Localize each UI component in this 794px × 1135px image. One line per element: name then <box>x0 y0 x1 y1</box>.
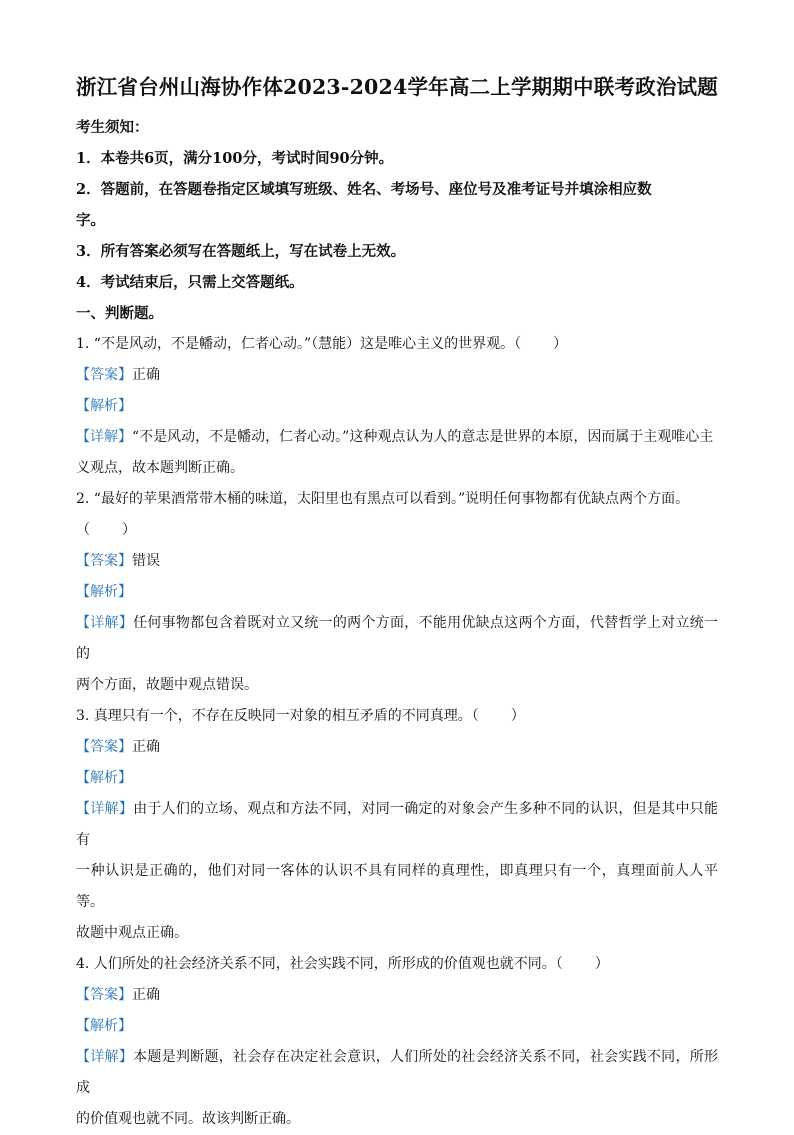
question-3-stem <box>76 701 718 732</box>
detail-label: 【详解】 <box>76 429 132 445</box>
question-3-detail-line-1 <box>76 794 718 856</box>
question-1-stem <box>76 329 718 360</box>
analysis-label: 【解析】 <box>76 770 132 786</box>
question-3-stem-text: 3. 真理只有一个，不存在反映同一对象的相互矛盾的不同真理。（ <box>76 708 479 724</box>
answer-label: 【答案】 <box>76 739 132 755</box>
question-4-stem-text: 4. 人们所处的社会经济关系不同，社会实践不同，所形成的价值观也就不同。（ <box>76 956 563 972</box>
notice-item-4: 4．考试结束后，只需上交答题纸。 <box>76 274 304 291</box>
question-1-stem-text: 1. “不是风动，不是幡动，仁者心动。”（慧能）这是唯心主义的世界观。（ <box>76 336 522 352</box>
detail-label: 【详解】 <box>76 801 134 817</box>
question-4-analysis <box>76 1011 718 1042</box>
notice-item-2: 2．答题前，在答题卷指定区域填写班级、姓名、考场号、座位号及准考证号并填涂相应数 <box>76 181 652 198</box>
analysis-label: 【解析】 <box>76 1018 132 1034</box>
answer-label: 【答案】 <box>76 987 132 1003</box>
question-2-analysis <box>76 577 718 608</box>
answer-label: 【答案】 <box>76 553 132 569</box>
question-4-detail-line-1 <box>76 1042 718 1104</box>
question-3-stem-end: ） <box>510 708 525 724</box>
notice-item-3: 3．所有答案必须写在答题纸上，写在试卷上无效。 <box>76 243 406 260</box>
question-3-answer <box>76 732 718 763</box>
question-3-analysis <box>76 763 718 794</box>
analysis-label: 【解析】 <box>76 584 132 600</box>
question-1-answer <box>76 360 718 391</box>
answer-label: 【答案】 <box>76 367 132 383</box>
question-1-analysis <box>76 391 718 422</box>
question-4-detail-text-1: 本题是判断题，社会存在决定社会意识，人们所处的社会经济关系不同，社会实践不同，所形成 <box>76 1049 719 1096</box>
question-1-detail-line-1 <box>76 422 718 453</box>
question-4-answer <box>76 980 718 1011</box>
question-2-stem-open: （ <box>76 522 90 538</box>
question-4-detail-line-2: 的价值观也就不同。故该判断正确。 <box>76 1111 300 1127</box>
question-1-detail-text-1: “不是风动，不是幡动，仁者心动。”这种观点认为人的意志是世界的本原，因而属于主观唯心主 <box>132 429 714 445</box>
question-4-answer-value: 正确 <box>132 987 160 1003</box>
page-title: 浙江省台州山海协作体2023-2024学年高二上学期期中联考政治试题 <box>76 75 718 99</box>
notice-heading: 考生须知： <box>76 119 149 136</box>
question-2-detail-line-2: 两个方面，故题中观点错误。 <box>76 677 258 693</box>
notice-item-2-cont: 字。 <box>76 212 105 229</box>
question-1-detail-line-2: 义观点，故本题判断正确。 <box>76 460 244 476</box>
question-2-stem-end: ） <box>122 522 136 538</box>
question-3-detail-text-1: 由于人们的立场、观点和方法不同，对同一确定的对象会产生多种不同的认识，但是其中只能有 <box>76 801 719 848</box>
question-1-answer-value: 正确 <box>132 367 160 383</box>
question-2-stem-line-2 <box>76 515 718 546</box>
question-2-stem: 2. “最好的苹果酒常带木桶的味道，太阳里也有黑点可以看到。”说明任何事物都有优缺点两个方面。 <box>76 491 690 507</box>
question-4-stem-end: ） <box>594 956 609 972</box>
notice-item-1: 1．本卷共6页，满分100分，考试时间90分钟。 <box>76 150 394 167</box>
question-2-answer-value: 错误 <box>132 553 160 569</box>
detail-label: 【详解】 <box>76 615 134 631</box>
question-2-detail-text-1: 任何事物都包含着既对立又统一的两个方面，不能用优缺点这两个方面，代替哲学上对立统一的 <box>76 615 719 662</box>
detail-label: 【详解】 <box>76 1049 134 1065</box>
question-2-detail-line-1 <box>76 608 718 670</box>
question-4-stem <box>76 949 718 980</box>
question-2-answer <box>76 546 718 577</box>
analysis-label: 【解析】 <box>76 398 132 414</box>
question-3-answer-value: 正确 <box>132 739 160 755</box>
section-title: 一、判断题。 <box>76 305 163 322</box>
question-1-stem-end: ） <box>553 336 568 352</box>
question-3-detail-line-3: 故题中观点正确。 <box>76 925 188 941</box>
question-3-detail-line-2: 一种认识是正确的，他们对同一客体的认识不具有同样的真理性，即真理只有一个，真理面前人人平等。 <box>76 863 718 910</box>
